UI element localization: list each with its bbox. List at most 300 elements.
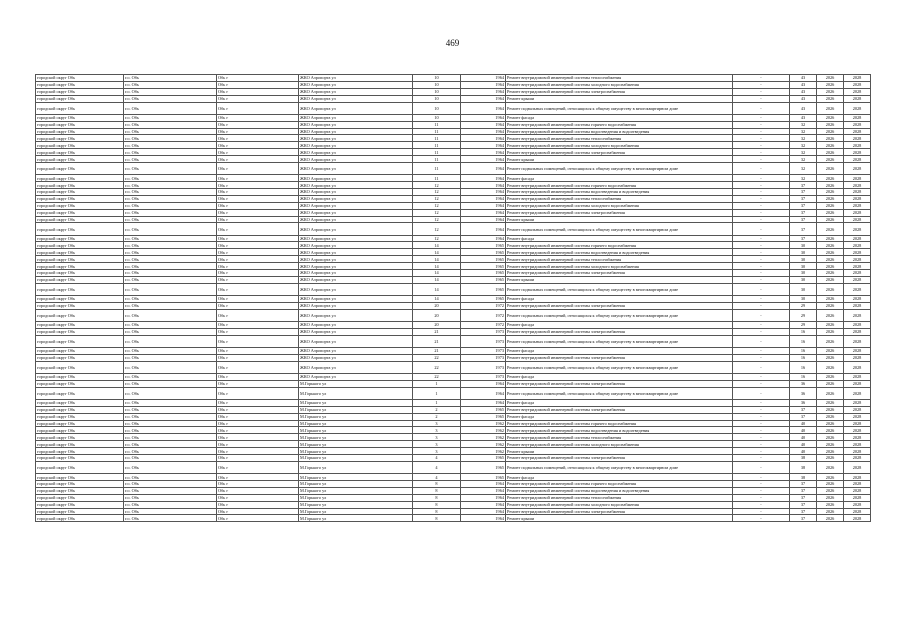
cell-street: М.Горького ул (299, 406, 413, 413)
cell-municipality: г.о. Обь (124, 380, 217, 387)
cell-municipality: г.о. Обь (124, 249, 217, 256)
cell-year-to: 2028 (844, 128, 871, 135)
cell-street: ЖКО Аэропорта ул (299, 270, 413, 277)
cell-year-from: 2026 (817, 235, 844, 242)
cell-municipality: г.о. Обь (124, 263, 217, 270)
cell-dash: - (733, 309, 790, 321)
cell-district: городской округ Обь (36, 354, 124, 361)
cell-percent: 16 (790, 354, 817, 361)
cell-work-type: Ремонт внутридомовой инженерной системы холодного водоснабжения (506, 142, 733, 149)
cell-house-number: 10 (413, 102, 461, 114)
cell-locality: Обь г (217, 188, 299, 195)
cell-work-type: Ремонт фасада (506, 373, 733, 380)
table-row (36, 427, 871, 434)
cell-street: ЖКО Аэропорта ул (299, 195, 413, 202)
cell-street: М.Горького ул (299, 427, 413, 434)
table-row (36, 487, 871, 494)
cell-year-built: 1965 (461, 461, 506, 473)
cell-percent: 32 (790, 142, 817, 149)
cell-municipality: г.о. Обь (124, 142, 217, 149)
cell-house-number: 14 (413, 263, 461, 270)
cell-house-number: 10 (413, 114, 461, 121)
cell-municipality: г.о. Обь (124, 276, 217, 283)
cell-percent: 37 (790, 182, 817, 189)
cell-municipality: г.о. Обь (124, 487, 217, 494)
cell-year-built: 1964 (461, 223, 506, 235)
cell-locality: Обь г (217, 515, 299, 522)
cell-district: городской округ Обь (36, 413, 124, 420)
cell-year-to: 2028 (844, 81, 871, 88)
cell-year-to: 2028 (844, 175, 871, 182)
cell-locality: Обь г (217, 223, 299, 235)
cell-locality: Обь г (217, 114, 299, 121)
cell-street: ЖКО Аэропорта ул (299, 142, 413, 149)
cell-percent: 29 (790, 309, 817, 321)
cell-district: городской округ Обь (36, 75, 124, 82)
cell-percent: 37 (790, 202, 817, 209)
cell-percent: 16 (790, 373, 817, 380)
cell-street: М.Горького ул (299, 474, 413, 481)
table-row (36, 242, 871, 249)
cell-district: городской округ Обь (36, 302, 124, 309)
cell-year-built: 1964 (461, 188, 506, 195)
table-row (36, 249, 871, 256)
cell-year-to: 2028 (844, 142, 871, 149)
cell-dash: - (733, 474, 790, 481)
cell-work-type: Ремонт внутридомовой инженерной системы электроснабжения (506, 380, 733, 387)
cell-municipality: г.о. Обь (124, 321, 217, 328)
table-row (36, 413, 871, 420)
table-row (36, 321, 871, 328)
cell-work-type: Ремонт подвальных помещений, относящихся к общему имуществу в многоквартирном доме (506, 387, 733, 399)
cell-street: ЖКО Аэропорта ул (299, 114, 413, 121)
cell-municipality: г.о. Обь (124, 128, 217, 135)
cell-locality: Обь г (217, 75, 299, 82)
cell-municipality: г.о. Обь (124, 209, 217, 216)
table-row (36, 216, 871, 223)
table-row (36, 399, 871, 406)
cell-percent: 30 (790, 270, 817, 277)
cell-municipality: г.о. Обь (124, 256, 217, 263)
cell-locality: Обь г (217, 361, 299, 373)
cell-municipality: г.о. Обь (124, 114, 217, 121)
cell-district: городской округ Обь (36, 455, 124, 462)
cell-percent: 40 (790, 441, 817, 448)
cell-year-from: 2026 (817, 321, 844, 328)
cell-district: городской округ Обь (36, 249, 124, 256)
cell-year-from: 2026 (817, 270, 844, 277)
cell-year-built: 1965 (461, 276, 506, 283)
cell-locality: Обь г (217, 387, 299, 399)
cell-percent: 38 (790, 461, 817, 473)
cell-work-type: Ремонт внутридомовой инженерной системы электроснабжения (506, 270, 733, 277)
cell-locality: Обь г (217, 321, 299, 328)
cell-year-to: 2028 (844, 135, 871, 142)
table-row (36, 256, 871, 263)
cell-year-built: 1964 (461, 128, 506, 135)
cell-district: городской округ Обь (36, 420, 124, 427)
table-row (36, 361, 871, 373)
cell-street: ЖКО Аэропорта ул (299, 188, 413, 195)
cell-year-from: 2026 (817, 114, 844, 121)
cell-year-from: 2026 (817, 501, 844, 508)
cell-street: М.Горького ул (299, 480, 413, 487)
cell-year-from: 2026 (817, 309, 844, 321)
cell-locality: Обь г (217, 216, 299, 223)
cell-dash: - (733, 88, 790, 95)
cell-street: ЖКО Аэропорта ул (299, 209, 413, 216)
cell-year-from: 2026 (817, 162, 844, 174)
cell-percent: 16 (790, 335, 817, 347)
page-number: 469 (445, 38, 460, 48)
table-row (36, 156, 871, 163)
cell-year-from: 2026 (817, 461, 844, 473)
cell-district: городской округ Обь (36, 283, 124, 295)
cell-year-built: 1972 (461, 321, 506, 328)
cell-work-type: Ремонт крыши (506, 448, 733, 455)
cell-municipality: г.о. Обь (124, 494, 217, 501)
cell-dash: - (733, 448, 790, 455)
table-row (36, 102, 871, 114)
cell-year-from: 2026 (817, 380, 844, 387)
cell-percent: 36 (790, 387, 817, 399)
cell-municipality: г.о. Обь (124, 216, 217, 223)
cell-work-type: Ремонт внутридомовой инженерной системы электроснабжения (506, 455, 733, 462)
cell-municipality: г.о. Обь (124, 195, 217, 202)
cell-dash: - (733, 387, 790, 399)
cell-year-to: 2028 (844, 406, 871, 413)
cell-district: городской округ Обь (36, 399, 124, 406)
cell-locality: Обь г (217, 455, 299, 462)
cell-street: М.Горького ул (299, 387, 413, 399)
cell-year-built: 1965 (461, 455, 506, 462)
cell-work-type: Ремонт внутридомовой инженерной системы электроснабжения (506, 354, 733, 361)
cell-municipality: г.о. Обь (124, 406, 217, 413)
cell-dash: - (733, 188, 790, 195)
cell-house-number: 11 (413, 175, 461, 182)
cell-house-number: 2 (413, 406, 461, 413)
cell-percent: 32 (790, 135, 817, 142)
cell-year-to: 2028 (844, 361, 871, 373)
cell-percent: 32 (790, 149, 817, 156)
cell-year-from: 2026 (817, 263, 844, 270)
cell-district: городской округ Обь (36, 95, 124, 102)
cell-work-type: Ремонт внутридомовой инженерной системы водоотведения и водоотведения (506, 427, 733, 434)
cell-work-type: Ремонт внутридомовой инженерной системы холодного водоснабжения (506, 441, 733, 448)
table-row (36, 149, 871, 156)
cell-municipality: г.о. Обь (124, 387, 217, 399)
cell-street: ЖКО Аэропорта ул (299, 121, 413, 128)
cell-dash: - (733, 202, 790, 209)
table-row (36, 448, 871, 455)
cell-municipality: г.о. Обь (124, 296, 217, 303)
cell-dash: - (733, 441, 790, 448)
cell-year-from: 2026 (817, 434, 844, 441)
cell-work-type: Ремонт крыши (506, 156, 733, 163)
table-row (36, 354, 871, 361)
cell-percent: 43 (790, 95, 817, 102)
cell-district: городской округ Обь (36, 242, 124, 249)
cell-dash: - (733, 276, 790, 283)
cell-percent: 16 (790, 361, 817, 373)
cell-street: ЖКО Аэропорта ул (299, 235, 413, 242)
cell-year-to: 2028 (844, 188, 871, 195)
cell-percent: 37 (790, 508, 817, 515)
cell-street: М.Горького ул (299, 515, 413, 522)
cell-year-built: 1965 (461, 474, 506, 481)
table-row (36, 121, 871, 128)
table-row (36, 263, 871, 270)
cell-percent: 32 (790, 121, 817, 128)
cell-year-built: 1965 (461, 263, 506, 270)
cell-dash: - (733, 283, 790, 295)
cell-dash: - (733, 296, 790, 303)
cell-year-built: 1972 (461, 302, 506, 309)
table-row (36, 347, 871, 354)
cell-district: городской округ Обь (36, 128, 124, 135)
cell-municipality: г.о. Обь (124, 335, 217, 347)
cell-street: ЖКО Аэропорта ул (299, 102, 413, 114)
cell-year-from: 2026 (817, 149, 844, 156)
cell-house-number: 14 (413, 276, 461, 283)
cell-house-number: 12 (413, 195, 461, 202)
cell-year-from: 2026 (817, 223, 844, 235)
cell-percent: 40 (790, 427, 817, 434)
cell-dash: - (733, 209, 790, 216)
cell-work-type: Ремонт подвальных помещений, относящихся к общему имуществу в многоквартирном доме (506, 461, 733, 473)
cell-house-number: 8 (413, 501, 461, 508)
cell-street: ЖКО Аэропорта ул (299, 347, 413, 354)
table-row (36, 88, 871, 95)
cell-district: городской округ Обь (36, 387, 124, 399)
table-row (36, 302, 871, 309)
cell-locality: Обь г (217, 195, 299, 202)
cell-percent: 37 (790, 480, 817, 487)
cell-house-number: 12 (413, 188, 461, 195)
cell-work-type: Ремонт фасада (506, 321, 733, 328)
cell-municipality: г.о. Обь (124, 361, 217, 373)
cell-year-built: 1964 (461, 501, 506, 508)
cell-work-type: Ремонт внутридомовой инженерной системы горячего водоснабжения (506, 182, 733, 189)
cell-work-type: Ремонт подвальных помещений, относящихся к общему имуществу в многоквартирном доме (506, 102, 733, 114)
cell-work-type: Ремонт внутридомовой инженерной системы электроснабжения (506, 302, 733, 309)
cell-district: городской округ Обь (36, 182, 124, 189)
cell-dash: - (733, 216, 790, 223)
cell-percent: 40 (790, 420, 817, 427)
cell-dash: - (733, 420, 790, 427)
table-row (36, 328, 871, 335)
cell-municipality: г.о. Обь (124, 102, 217, 114)
cell-locality: Обь г (217, 406, 299, 413)
cell-street: ЖКО Аэропорта ул (299, 309, 413, 321)
cell-year-to: 2028 (844, 114, 871, 121)
cell-year-to: 2028 (844, 276, 871, 283)
cell-percent: 16 (790, 347, 817, 354)
cell-year-to: 2028 (844, 487, 871, 494)
table-row (36, 235, 871, 242)
cell-dash: - (733, 373, 790, 380)
cell-dash: - (733, 102, 790, 114)
cell-municipality: г.о. Обь (124, 434, 217, 441)
cell-year-to: 2028 (844, 515, 871, 522)
cell-dash: - (733, 121, 790, 128)
cell-year-built: 1964 (461, 88, 506, 95)
cell-percent: 32 (790, 128, 817, 135)
cell-district: городской округ Обь (36, 121, 124, 128)
cell-year-built: 1964 (461, 202, 506, 209)
cell-year-from: 2026 (817, 302, 844, 309)
cell-percent: 30 (790, 283, 817, 295)
cell-locality: Обь г (217, 242, 299, 249)
cell-percent: 32 (790, 175, 817, 182)
cell-year-to: 2028 (844, 149, 871, 156)
cell-district: городской округ Обь (36, 175, 124, 182)
cell-locality: Обь г (217, 135, 299, 142)
cell-dash: - (733, 413, 790, 420)
cell-house-number: 10 (413, 88, 461, 95)
cell-district: городской округ Обь (36, 296, 124, 303)
cell-year-to: 2028 (844, 256, 871, 263)
cell-year-from: 2026 (817, 361, 844, 373)
cell-year-to: 2028 (844, 399, 871, 406)
cell-dash: - (733, 156, 790, 163)
cell-percent: 43 (790, 75, 817, 82)
cell-percent: 29 (790, 302, 817, 309)
cell-house-number: 14 (413, 242, 461, 249)
table-row (36, 142, 871, 149)
cell-year-to: 2028 (844, 235, 871, 242)
cell-house-number: 12 (413, 223, 461, 235)
cell-work-type: Ремонт внутридомовой инженерной системы горячего водоснабжения (506, 420, 733, 427)
cell-year-built: 1962 (461, 427, 506, 434)
cell-year-from: 2026 (817, 420, 844, 427)
cell-year-from: 2026 (817, 399, 844, 406)
cell-locality: Обь г (217, 296, 299, 303)
cell-house-number: 4 (413, 461, 461, 473)
table-row (36, 434, 871, 441)
cell-work-type: Ремонт подвальных помещений, относящихся к общему имуществу в многоквартирном доме (506, 335, 733, 347)
cell-work-type: Ремонт внутридомовой инженерной системы холодного водоснабжения (506, 81, 733, 88)
cell-district: городской округ Обь (36, 406, 124, 413)
cell-year-from: 2026 (817, 474, 844, 481)
cell-dash: - (733, 494, 790, 501)
cell-year-to: 2028 (844, 283, 871, 295)
cell-year-from: 2026 (817, 156, 844, 163)
cell-house-number: 22 (413, 361, 461, 373)
cell-year-to: 2028 (844, 474, 871, 481)
cell-house-number: 11 (413, 121, 461, 128)
table-row (36, 175, 871, 182)
cell-municipality: г.о. Обь (124, 347, 217, 354)
cell-street: ЖКО Аэропорта ул (299, 149, 413, 156)
cell-municipality: г.о. Обь (124, 95, 217, 102)
cell-district: городской округ Обь (36, 434, 124, 441)
cell-dash: - (733, 406, 790, 413)
cell-year-to: 2028 (844, 162, 871, 174)
cell-district: городской округ Обь (36, 328, 124, 335)
cell-year-built: 1964 (461, 175, 506, 182)
cell-year-from: 2026 (817, 242, 844, 249)
cell-house-number: 12 (413, 235, 461, 242)
cell-percent: 43 (790, 81, 817, 88)
cell-district: городской округ Обь (36, 494, 124, 501)
cell-street: ЖКО Аэропорта ул (299, 202, 413, 209)
cell-house-number: 8 (413, 480, 461, 487)
cell-dash: - (733, 427, 790, 434)
cell-locality: Обь г (217, 81, 299, 88)
cell-year-from: 2026 (817, 480, 844, 487)
cell-district: городской округ Обь (36, 335, 124, 347)
cell-district: городской округ Обь (36, 135, 124, 142)
table-body (36, 75, 871, 522)
cell-locality: Обь г (217, 480, 299, 487)
cell-street: М.Горького ул (299, 494, 413, 501)
cell-municipality: г.о. Обь (124, 121, 217, 128)
cell-district: городской округ Обь (36, 276, 124, 283)
cell-percent: 32 (790, 162, 817, 174)
cell-percent: 37 (790, 195, 817, 202)
cell-district: городской округ Обь (36, 427, 124, 434)
cell-dash: - (733, 242, 790, 249)
cell-dash: - (733, 149, 790, 156)
cell-percent: 37 (790, 413, 817, 420)
cell-year-from: 2026 (817, 256, 844, 263)
cell-work-type: Ремонт внутридомовой инженерной системы водоотведения и водоотведения (506, 188, 733, 195)
cell-year-built: 1965 (461, 256, 506, 263)
cell-year-to: 2028 (844, 249, 871, 256)
cell-year-built: 1964 (461, 209, 506, 216)
cell-dash: - (733, 501, 790, 508)
table-row (36, 270, 871, 277)
cell-year-to: 2028 (844, 156, 871, 163)
cell-year-from: 2026 (817, 413, 844, 420)
cell-work-type: Ремонт внутридомовой инженерной системы холодного водоснабжения (506, 263, 733, 270)
cell-municipality: г.о. Обь (124, 448, 217, 455)
cell-year-from: 2026 (817, 135, 844, 142)
cell-dash: - (733, 175, 790, 182)
cell-house-number: 10 (413, 81, 461, 88)
cell-dash: - (733, 328, 790, 335)
cell-year-from: 2026 (817, 175, 844, 182)
cell-street: ЖКО Аэропорта ул (299, 95, 413, 102)
cell-work-type: Ремонт фасада (506, 114, 733, 121)
cell-house-number: 12 (413, 182, 461, 189)
cell-dash: - (733, 515, 790, 522)
cell-year-from: 2026 (817, 182, 844, 189)
cell-year-built: 1965 (461, 413, 506, 420)
cell-percent: 37 (790, 494, 817, 501)
cell-street: М.Горького ул (299, 487, 413, 494)
cell-work-type: Ремонт внутридомовой инженерной системы горячего водоснабжения (506, 242, 733, 249)
cell-percent: 43 (790, 88, 817, 95)
cell-work-type: Ремонт внутридомовой инженерной системы горячего водоснабжения (506, 121, 733, 128)
cell-dash: - (733, 114, 790, 121)
cell-house-number: 4 (413, 455, 461, 462)
cell-year-built: 1964 (461, 487, 506, 494)
cell-district: городской округ Обь (36, 256, 124, 263)
cell-year-built: 1973 (461, 373, 506, 380)
cell-house-number: 14 (413, 283, 461, 295)
cell-year-from: 2026 (817, 354, 844, 361)
cell-municipality: г.о. Обь (124, 302, 217, 309)
cell-dash: - (733, 128, 790, 135)
cell-locality: Обь г (217, 182, 299, 189)
cell-house-number: 20 (413, 309, 461, 321)
cell-district: городской округ Обь (36, 309, 124, 321)
cell-locality: Обь г (217, 427, 299, 434)
cell-year-from: 2026 (817, 494, 844, 501)
cell-street: М.Горького ул (299, 399, 413, 406)
